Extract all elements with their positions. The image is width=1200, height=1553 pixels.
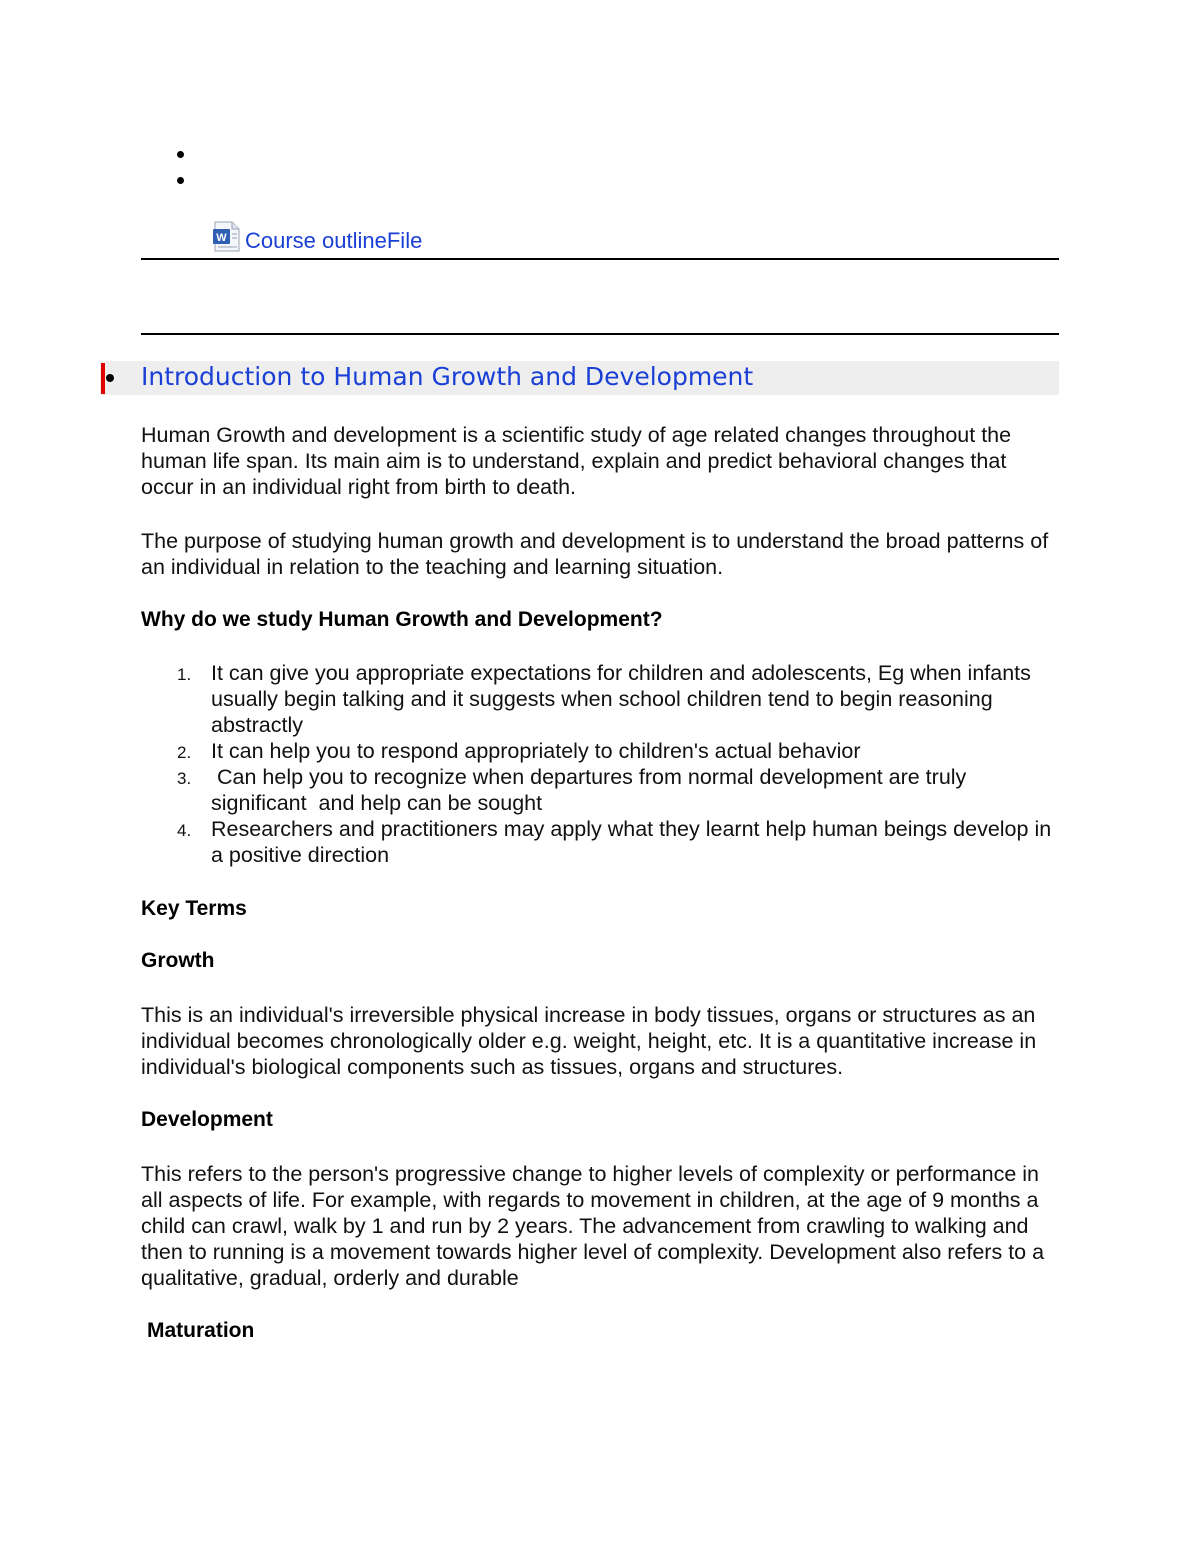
growth-paragraph: This is an individual's irreversible physical increase in body tissues, organs or structures as an individual becomes chronologically older e.g. weight, height, etc. It is a quantitative increase in individual's biological components such as tissues, organs and structures. (141, 1003, 1037, 1079)
purpose-paragraph: The purpose of studying human growth and development is to understand the broad patterns of an individual in relation to the teaching and learning situation. (141, 529, 1049, 579)
growth-heading: Growth (141, 949, 215, 972)
key-terms-heading: Key Terms (141, 897, 247, 920)
why-study-heading: Why do we study Human Growth and Development? (141, 608, 663, 631)
edit-marker (101, 363, 105, 394)
development-paragraph: This refers to the person's progressive change to higher levels of complexity or performance in all aspects of life. For example, with regards to movement in children, at the age of 9 months a child can crawl, walk by 1 and run by 2 years. The advancement from crawling to walking and then to running is a movement towards higher level of complexity. Development also refers to a qualitative, gradual, orderly and durable (141, 1162, 1045, 1290)
list-item: 4. Researchers and practitioners may apply what they learnt help human beings develop in a positive direction (177, 817, 1052, 867)
divider (141, 333, 1059, 335)
list-item: 1. It can give you appropriate expectations for children and adolescents, Eg when infants usually begin talking and it suggests when school children tend to begin reasoning abstractly (177, 661, 1031, 737)
empty-list-bullet (177, 151, 184, 158)
svg-text:W: W (216, 232, 227, 244)
empty-list-bullet (177, 177, 184, 184)
course-outline-label[interactable]: Course outlineFile (245, 228, 423, 253)
reasons-list (141, 660, 1061, 868)
list-item: 3. Can help you to recognize when departures from normal development are truly significant and help can be sought (177, 765, 973, 815)
section-title[interactable]: Introduction to Human Growth and Development (141, 362, 754, 391)
divider (141, 258, 1059, 260)
word-document-icon (212, 220, 242, 253)
course-outline-link[interactable] (212, 220, 422, 253)
intro-paragraph: Human Growth and development is a scientific study of age related changes throughout the human life span. Its main aim is to understand, explain and predict behavioral changes that occur in an individual right from birth to death. (141, 423, 1012, 499)
section-bullet (106, 374, 114, 382)
development-heading: Development (141, 1108, 273, 1131)
list-item: 2. It can help you to respond appropriately to children's actual behavior (177, 739, 861, 763)
maturation-heading: Maturation (147, 1319, 255, 1342)
